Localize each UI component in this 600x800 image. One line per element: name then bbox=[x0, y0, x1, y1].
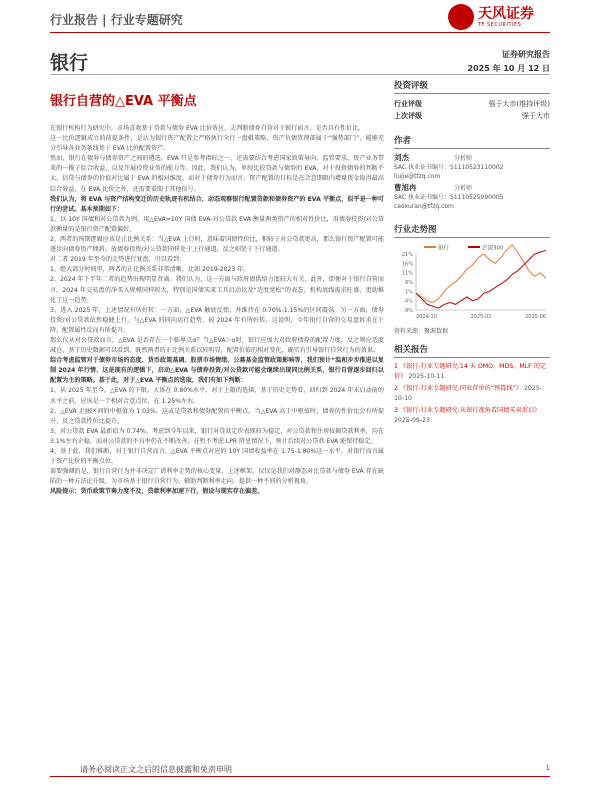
disclaimer-note: 请务必阅读正文之后的信息披露和免责申明 bbox=[80, 765, 232, 774]
rating-label: 行业评级 bbox=[394, 100, 422, 108]
chart-source: 资料来源：聚源数据 bbox=[394, 328, 449, 335]
analyst-name: 曹旭冉 bbox=[394, 183, 417, 192]
article-title: 银行自营的△EVA 平衡点 bbox=[50, 94, 197, 109]
y-tick-label: 16% bbox=[401, 261, 413, 268]
body-paragraph-1: 在银行机构行为研究中，市场喜欢基于贷款与债券 EVA 比价效应，去判断债券自营对于银行而言，是否具有性价比。 bbox=[50, 125, 365, 132]
y-tick-label: 1% bbox=[405, 289, 413, 296]
x-tick-label: 2025-02 bbox=[470, 314, 492, 320]
rating-row bbox=[394, 98, 550, 110]
footer-divider bbox=[50, 776, 550, 777]
analyst-1 bbox=[394, 153, 550, 181]
x-tick-label: 2025-06 bbox=[525, 314, 546, 320]
related-report-title[interactable]: 1 《银行-行业专题研究:14 天 OMO、MDS、MLF 的定价》 bbox=[394, 363, 547, 380]
body-paragraph-8: 1、绝大部分时间里，两者的正比例关系非常清晰，比如 2019-2023 年。 bbox=[50, 266, 250, 274]
body-paragraph-6: 2、两者的预期逻辑应该是正比例关系：当△EVA 上行时，意味着国债性价比，相较于对公贷款更高，那么银行资产配置可能逐步向债券资产倾斜，放债券投资/对公贷款同样处于上行通道，反之则处于下行通道。 bbox=[50, 236, 384, 254]
related-report-title[interactable]: 3 《银行-行业专题研究:从银行视角看国债买卖重启》 bbox=[394, 407, 541, 414]
body-paragraph-11: 那么仅从对公贷款而言，△EVA 是否存在一个临界点α？当△EVA＞α时，银行应加大对政府债券的配置力度，反之则应适度减仓，基于历史数据可以看到，既然两者的正比例关系以较明显，配置价值的相对变化，确实有引导银行自营行为的效果。 bbox=[50, 336, 384, 355]
legend-label: 沪深300 bbox=[482, 245, 504, 252]
analyst-email[interactable]: caoxuran@tfzq.com bbox=[394, 203, 454, 210]
related-report-3[interactable] bbox=[394, 406, 550, 426]
related-report-date: 2025-09-23 bbox=[394, 417, 430, 424]
body-paragraph-4: 我们认为，将 EVA 与资产结构变迁的历史轨迹有机结合，动态观察银行配置贷款和债券资产的 EVA 平衡点，似乎是一种可行的尝试。基本预期如下： bbox=[50, 195, 384, 213]
brand-logo bbox=[448, 2, 558, 34]
body-paragraph-17: 需要强调的是，银行自营行为并非决定广谱利率走势的核心变量，上述框架，仅仅是我们对静态对比贷款与债券 EVA 存在缺陷的一种方法论升级，为市场基于银行自营行为，辅助判断利率走向，提供一种不同的分析视角。 bbox=[50, 468, 384, 486]
related-report-title[interactable]: 2 《银行-行业专题研究:同业存单的“预算线”》 bbox=[394, 385, 523, 392]
body-paragraph-3: 然而，银行在债券与债券资产之间的遴选，EVA 只是参考指标之一，还需要结合考虑国家政策导向、监管要求、资产业务带来的一揽子综合收益，以及开展投资业务的能力等。因此，我们认为，单纯比较贷款与债券的 EVA，对于投资债券的判断不太，信贷与债券的价值对比属于 EVA 的相对维度，而对于债券行为而言，资产配置的目标是在合意期限内增量资金取得最高综合效益，在 EVA 比价之外，还需要着眼于其他信号。 bbox=[50, 155, 384, 193]
analyst-cert: SAC 执业证书编号：S1110525090005 bbox=[394, 194, 504, 201]
legend-label: 银行 bbox=[438, 245, 450, 252]
x-tick-label: 2024-10 bbox=[416, 314, 437, 320]
body-paragraph-5: 1、以 10Y 国债和对公贷款为例，用△EVA=10Y 国债 EVA-对公贷款 EVA 衡量两类资产的相对性价比，用债券投资/对公贷款衡量的是银行资产配置偏好。 bbox=[50, 215, 384, 233]
body-paragraph-9: 2、2024 年下半年二者的趋势出现明显背离。我们认为，这一方面与政府债供给力度较大有关，此外，即便对于银行自营而言，2024 年交易盘的净买入规模同样较大，特别是国债买来工具启动以及“适度宽松”的表态、机构底线需求旺盛，更助推化了这一趋势。 bbox=[50, 276, 384, 304]
page-number: 1 bbox=[545, 764, 550, 772]
analyst-role: 分析师 bbox=[454, 155, 473, 162]
trend-header: 行业走势图 bbox=[394, 223, 550, 238]
body-paragraph-14: 2、△EVA 走廊区间的中枢值为 1.03%。这或是贷款和债券配置的平衡点。当△EVA 高于中枢值时，债券的性价比会有所提升，反之贷款性价比提升。 bbox=[50, 407, 384, 425]
logo-name: 天风证券 bbox=[478, 6, 534, 22]
analyst-2 bbox=[394, 183, 550, 211]
prev-rating-value: 强于大市 bbox=[522, 112, 550, 120]
analyst-name: 刘杰 bbox=[394, 153, 409, 162]
y-tick-label: 21% bbox=[401, 252, 413, 258]
body-paragraph-10: 3、进入 2025 年，上述情况有所好转：一方面，△EVA 触底反弹，并维持在 0.70%-1.15%的区间震荡。另一方面，债券投资/对公贷款依然稳健上行，与△EVA 的同向运行趋势，较 2024 年有所好转，这说明，今年银行自营的交易盘诉求在下降，配置属性反而有所提升。 bbox=[50, 306, 384, 334]
prev-rating-row bbox=[394, 110, 550, 122]
y-tick-label: -4% bbox=[403, 298, 413, 305]
related-report-date: 2025-10-10 bbox=[394, 385, 542, 402]
logo-mark-icon bbox=[448, 4, 474, 30]
body-paragraph-16: 4、基于此，我们推断，对于银行自营而言，△EVA 平衡点对应的 10Y 国债收益率在 1.75-1.80%这一水平，对银行而言属于资产比价的平衡点位。 bbox=[50, 448, 384, 466]
series-line-银行 bbox=[416, 245, 546, 303]
body-paragraph-15: 3、对公贷款 EVA 最新值为 0.74%。考虑到今年以来，银行对贷款定价表现较为稳定，对公贷款和住房按揭贷款利率，均在 3.1%左右企稳，而对公贷款的不良率仍在不断改善，在暂不考虑 LPR 降息情况下，预计后续对公贷款 EVA 能保持稳定。 bbox=[50, 427, 384, 445]
body-paragraph-7: 对二者 2019 年至今的走势进行复盘，可以看到： bbox=[50, 256, 186, 264]
report-date: 2025 年 10 月 12 日 bbox=[467, 64, 550, 73]
sector-title: 银行 bbox=[50, 52, 89, 74]
rating-value: 强于大市(维持评级) bbox=[488, 100, 550, 108]
sidebar bbox=[394, 79, 550, 426]
body-paragraph-12: 综合考虑监管对于债券市场的态度、货币政策基调、股票市场情绪、公募基金监管政策影响等，我们预计“温和步步推进以复制 2024 年行情，这是现有的逻辑下，启动△EVA 与债券投资/对公贷款可能会继续出现同比例关系，银行自营逐步回归以配置为主的策略。基于此，对于△EVA 平衡点的选取，我们有如下判断： bbox=[50, 357, 384, 385]
report-category: 行业报告 | 行业专题研究 bbox=[50, 13, 183, 27]
related-report-date: 2025-10-11 bbox=[408, 373, 445, 380]
related-report-2[interactable] bbox=[394, 384, 550, 404]
y-tick-label: 6% bbox=[405, 280, 413, 286]
y-tick-label: 11% bbox=[401, 270, 413, 277]
analyst-role: 分析师 bbox=[454, 185, 473, 192]
logo-subtitle: TF SECURITIES bbox=[478, 22, 522, 28]
report-type: 证券研究报告 bbox=[502, 50, 550, 59]
body-paragraph-13: 1、从 2025 年至今，△EVA 的下限，大体在 0.80%水平，对于上限的选择，基于历史走势看，回归到 2024 年末启动前的水平之前，应该是一个相对合意点位，在 1.25%左右。 bbox=[50, 387, 384, 405]
risk-warning: 风险提示：货币政策节奏力度不及，贷款利率加速下行，假设与现实存在偏差。 bbox=[50, 488, 264, 496]
related-report-1[interactable] bbox=[394, 362, 550, 382]
related-header: 相关报告 bbox=[394, 343, 550, 358]
title-divider bbox=[50, 74, 550, 75]
analyst-cert: SAC 执业证书编号：S1110523110002 bbox=[394, 164, 504, 171]
report-body bbox=[50, 124, 384, 497]
series-line-沪深300 bbox=[416, 250, 546, 308]
industry-trend-chart bbox=[394, 242, 550, 322]
prev-rating-label: 上次评级 bbox=[394, 112, 422, 120]
author-header: 作者 bbox=[394, 134, 550, 149]
analyst-email[interactable]: liujie@tfzq.com bbox=[394, 173, 441, 180]
y-tick-label: -9% bbox=[403, 308, 413, 314]
body-paragraph-2: 这一比价逻辑成立的前提条件，是认为银行资产配置会严格执行全行一盘棋策略，资产负债管理部属于“强势部门”，能够充分引导各业务条线基于 EVA 比价配置资产。 bbox=[50, 135, 384, 153]
rating-header: 投资评级 bbox=[394, 79, 550, 94]
